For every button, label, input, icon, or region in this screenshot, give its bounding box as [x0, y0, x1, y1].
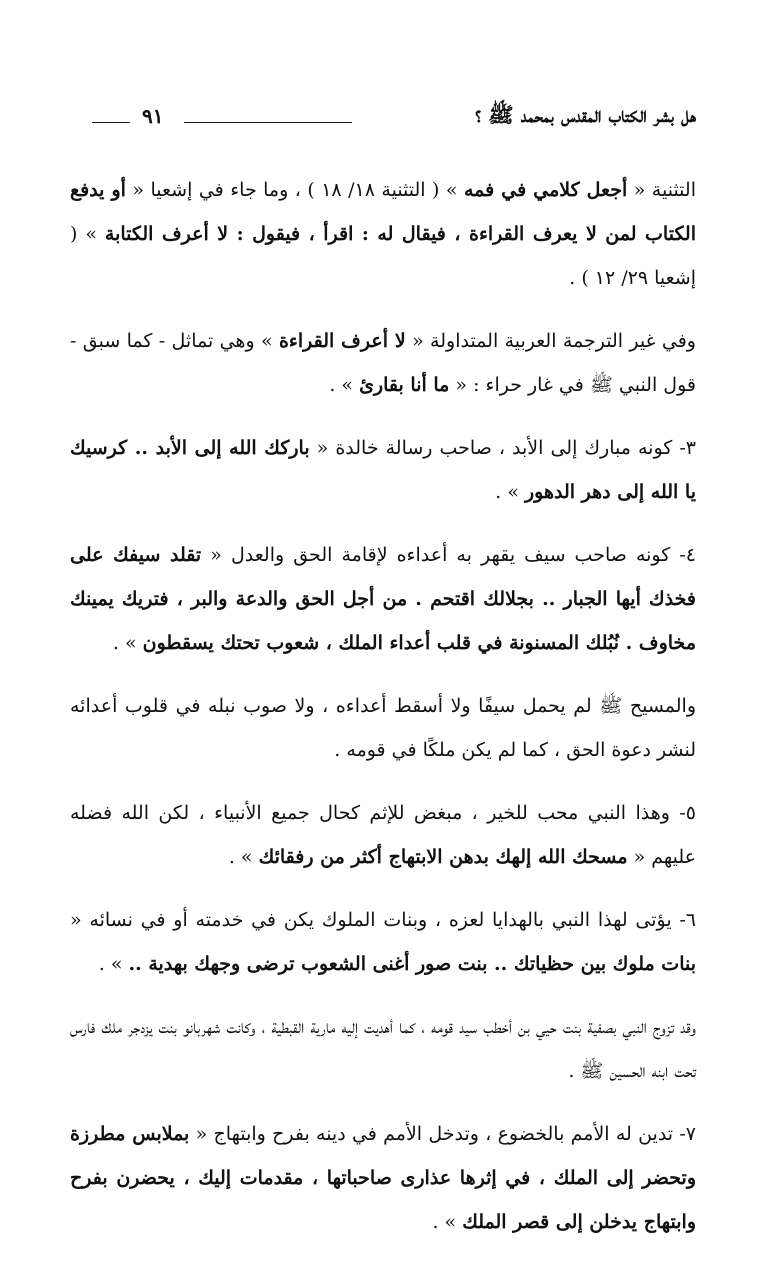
paragraph — [70, 1112, 696, 1244]
paragraph-text: » . — [98, 953, 129, 975]
paragraph-text: وقد تزوج النبي بصفية بنت حيي بن أخطب سيد قومه ، كما أهديت إليه مارية القبطية ، وكانت شهربانو بنت يزدجر ملك فارس تحت ابنه الحسين ﷺ . — [70, 1016, 696, 1082]
paragraph — [70, 533, 696, 665]
quoted-text: ما أنا بقارئ — [359, 374, 450, 396]
quoted-text: أو يدفع الكتاب لمن لا يعرف القراءة ، فيقال له : اقرأ ، فيقول : لا أعرف الكتابة — [70, 179, 697, 245]
paragraph-text: وفي غير الترجمة العربية المتداولة « — [405, 330, 696, 352]
paragraph-text: » . — [495, 481, 525, 503]
quoted-text: مسحك الله إلهك بدهن الابتهاج أكثر من رفقائك — [258, 846, 628, 868]
quoted-text: أجعل كلامي في فمه — [464, 179, 628, 201]
quoted-text: لا أعرف القراءة — [278, 330, 406, 352]
paragraph-text: » . — [329, 374, 360, 396]
paragraph-text: » وهي تماثل - كما سبق - قول النبي ﷺ في غار حراء : « — [70, 330, 696, 396]
paragraph — [70, 898, 696, 986]
paragraph — [70, 168, 696, 300]
paragraph-text: » . — [432, 1211, 463, 1233]
paragraph-text: » ( التثنية ١٨/ ١٨ ) ، وما جاء في إشعيا « — [125, 179, 464, 201]
header-title: هل بشر الكتاب المقدس بمحمد ﷺ ؟ — [475, 102, 696, 127]
paragraph-text: ٦- يؤتى لهذا النبي بالهدايا لعزه ، وبنات الملوك يكن في خدمته أو في نسائه « — [70, 909, 696, 931]
paragraph — [70, 791, 696, 879]
paragraph-text: والمسيح ﷺ لم يحمل سيفًا ولا أسقط أعداءه ، ولا صوب نبله في قلوب أعدائه لنشر دعوة الحق ، كما لم يكن ملكًا في قومه . — [70, 695, 696, 761]
quoted-text: تقلد سيفك على فخذك أيها الجبار .. بجلالك اقتحم . من أجل الحق والدعة والبر ، فتريك يمينك مخاوف . نُبُلك المسنونة في قلب أعداء الملك ، شعوب تحتك يسقطون — [70, 544, 696, 654]
paragraph-text: » ( إشعيا ٢٩/ ١٢ ) . — [70, 223, 696, 289]
header-left-rule — [92, 122, 130, 123]
paragraph-text: ٥- وهذا النبي محب للخير ، مبغض للإثم كحال جميع الأنبياء ، لكن الله فضله عليهم « — [70, 802, 696, 868]
paragraph-text: » . — [112, 632, 143, 654]
paragraph-text: » . — [228, 846, 259, 868]
paragraph — [70, 319, 696, 407]
paragraph — [70, 426, 696, 514]
page-body — [70, 168, 696, 1263]
page-number: ٩١ — [142, 104, 164, 128]
quoted-text: باركك الله إلى الأبد .. كرسيك يا الله إلى دهر الدهور — [70, 437, 696, 503]
paragraph-text: التثنية « — [627, 179, 696, 201]
quoted-text: بملابس مطرزة وتحضر إلى الملك ، في إثرها عذارى صاحباتها ، مقدمات إليك ، يحضرن بفرح وابتهاج يدخلن إلى قصر الملك — [70, 1123, 696, 1233]
paragraph-text: ٤- كونه صاحب سيف يقهر به أعداءه لإقامة الحق والعدل « — [201, 544, 696, 566]
paragraph — [70, 684, 696, 772]
paragraph-text: ٣- كونه مبارك إلى الأبد ، صاحب رسالة خالدة « — [309, 437, 696, 459]
paragraph-text: ٧- تدين له الأمم بالخضوع ، وتدخل الأمم في دينه بفرح وابتهاج « — [189, 1123, 697, 1145]
quoted-text: بنات ملوك بين حظياتك .. بنت صور أغنى الشعوب ترضى وجهك بهدية .. — [128, 953, 696, 975]
paragraph — [70, 1005, 696, 1093]
running-header — [92, 100, 696, 140]
header-rule — [184, 122, 352, 123]
